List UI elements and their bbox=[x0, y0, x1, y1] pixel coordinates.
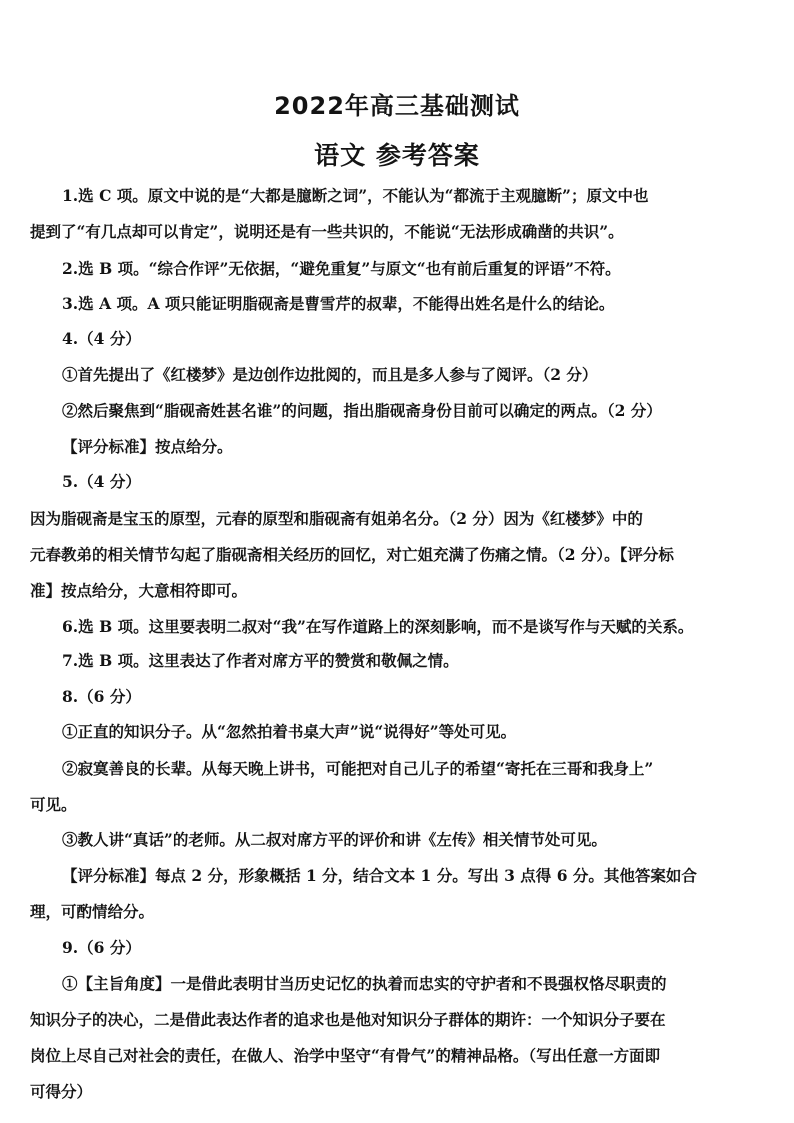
question-number: 8.（6 分） bbox=[62, 687, 141, 706]
answer-line: 6.选 B 项。这里要表明二叔对“我”在写作道路上的深刻影响，而不是谈写作与天赋的关系。 bbox=[62, 617, 694, 636]
answer-line: ②寂寞善良的长辈。从每天晚上讲书，可能把对自己儿子的希望“寄托在三哥和我身上” bbox=[62, 759, 654, 778]
answer-line: 可见。 bbox=[30, 795, 77, 814]
answer-line: 7.选 B 项。这里表达了作者对席方平的赞赏和敬佩之情。 bbox=[62, 651, 459, 670]
answer-line: ②然后聚焦到“脂砚斋姓甚名谁”的问题，指出脂砚斋身份目前可以确定的两点。（2 分） bbox=[62, 401, 662, 420]
answer-line: 可得分） bbox=[30, 1082, 93, 1101]
answer-line: 提到了“有几点却可以肯定”，说明还是有一些共识的，不能说“无法形成确凿的共识”。 bbox=[30, 222, 624, 241]
answer-line: 1.选 C 项。原文中说的是“大都是臆断之词”，不能认为“都流于主观臆断”；原文中也 bbox=[62, 186, 649, 205]
scoring-note: 【评分标准】按点给分。 bbox=[62, 437, 233, 456]
answer-line: 2.选 B 项。“综合作评”无依据，“避免重复”与原文“也有前后重复的评语”不符。 bbox=[62, 259, 621, 278]
answer-line: ①首先提出了《红楼梦》是边创作边批阅的，而且是多人参与了阅评。（2 分） bbox=[62, 365, 598, 384]
scoring-note: 理，可酌情给分。 bbox=[30, 902, 155, 921]
answer-line: 准】按点给分，大意相符即可。 bbox=[30, 581, 248, 600]
question-number: 4.（4 分） bbox=[62, 329, 141, 348]
answer-line: 因为脂砚斋是宝玉的原型，元春的原型和脂砚斋有姐弟名分。（2 分）因为《红楼梦》中的 bbox=[30, 509, 643, 528]
question-number: 9.（6 分） bbox=[62, 938, 141, 957]
answer-line: 知识分子的决心，二是借此表达作者的追求也是他对知识分子群体的期许：一个知识分子要在 bbox=[30, 1010, 666, 1029]
question-number: 5.（4 分） bbox=[62, 472, 141, 491]
answer-line: ①正直的知识分子。从“忽然拍着书桌大声”说“说得好”等处可见。 bbox=[62, 722, 517, 741]
answer-line: 岗位上尽自己对社会的责任，在做人、治学中坚守“有骨气”的精神品格。（写出任意一方面即 bbox=[30, 1046, 661, 1065]
page-title: 2022年高三基础测试 bbox=[274, 92, 520, 120]
page-subtitle: 语文 参考答案 bbox=[314, 141, 480, 170]
answer-line: 3.选 A 项。A 项只能证明脂砚斋是曹雪芹的叔辈，不能得出姓名是什么的结论。 bbox=[62, 294, 615, 313]
answer-line: ③教人讲“真话”的老师。从二叔对席方平的评价和讲《左传》相关情节处可见。 bbox=[62, 830, 607, 849]
answer-line: 元春教弟的相关情节勾起了脂砚斋相关经历的回忆，对亡姐充满了伤痛之情。（2 分）。【评分标 bbox=[30, 545, 674, 564]
answer-line: ①【主旨角度】一是借此表明甘当历史记忆的执着而忠实的守护者和不畏强权恪尽职责的 bbox=[62, 974, 667, 993]
scoring-note: 【评分标准】每点 2 分，形象概括 1 分，结合文本 1 分。写出 3 点得 6 分。其他答案如合 bbox=[62, 866, 697, 885]
